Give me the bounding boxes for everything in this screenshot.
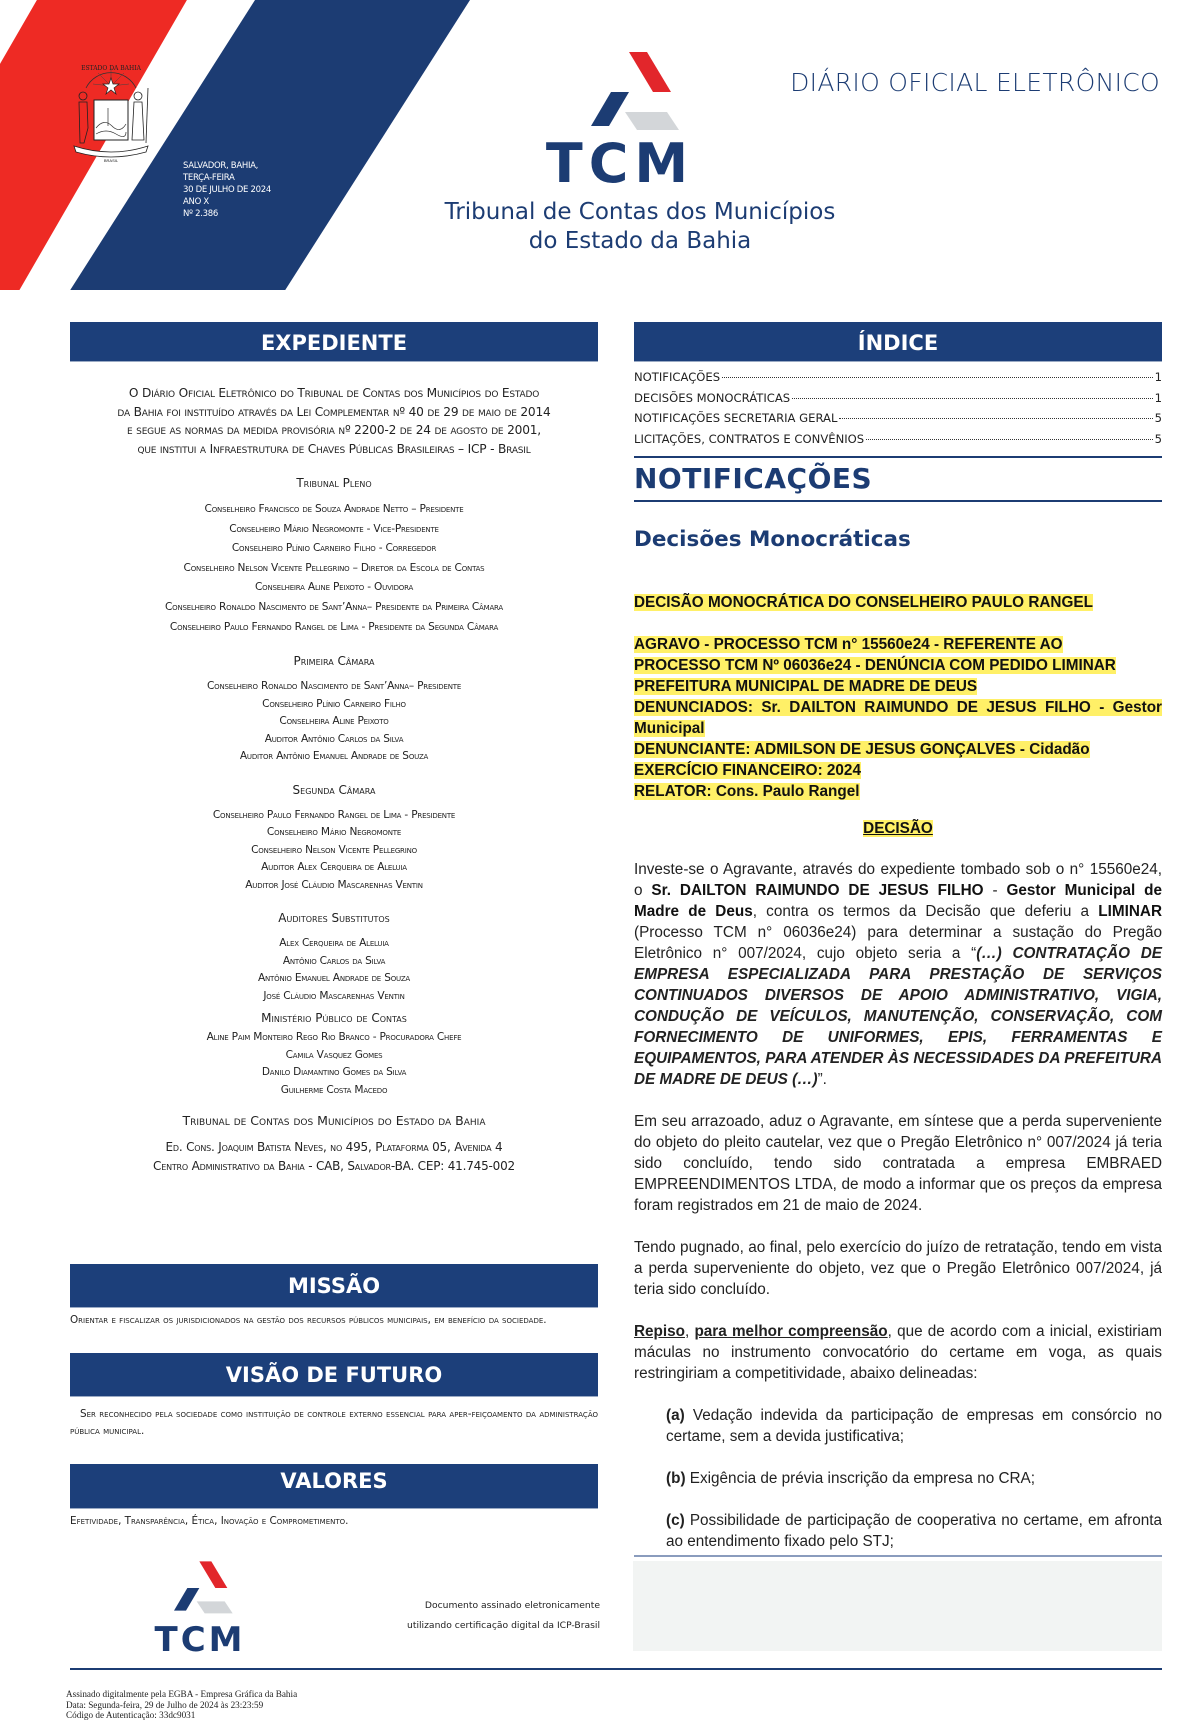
member: Conselheira Aline Peixoto - Ouvidora — [254, 581, 414, 594]
missao-heading: MISSÃO — [70, 1264, 598, 1308]
toc-label: DECISÕES MONOCRÁTICAS — [634, 390, 791, 405]
toc-leader — [866, 439, 1152, 440]
member: Auditor Antônio Carlos da Silva — [264, 732, 404, 745]
edition-date-block — [183, 160, 271, 220]
edition-weekday: TERÇA-FEIRA — [183, 173, 235, 183]
edition-year: ANO X — [183, 197, 209, 207]
text: Investe-se o Agravante, através do expediente tombado sob o n° 15560e24, o — [634, 861, 1162, 899]
valores-text: Efetividade, Transparência, Ética, Inovação e Comprometimento. — [70, 1515, 349, 1527]
auditores-substitutos-list — [70, 935, 598, 1005]
edition-city: SALVADOR, BAHIA, — [183, 161, 259, 171]
signature-line: Documento assinado eletronicamente — [424, 1600, 600, 1611]
toc-label: LICITAÇÕES, CONTRATOS E CONVÊNIOS — [634, 431, 865, 446]
member: Antônio Emanuel Andrade de Souza — [257, 972, 411, 985]
section-title-auditores-substitutos: Auditores Substitutos — [278, 911, 390, 926]
divider — [634, 500, 1162, 502]
case-line: AGRAVO - PROCESSO TCM n° 15560e24 - REFERENTE AO — [634, 636, 1063, 653]
edition-number: Nº 2.386 — [183, 209, 218, 219]
indice-heading: ÍNDICE — [634, 322, 1162, 362]
meta-line: Assinado digitalmente pela EGBA - Empresa Gráfica da Bahia — [66, 1689, 298, 1699]
case-line: DENUNCIADOS: Sr. DAILTON RAIMUNDO DE JESUS FILHO - Gestor Municipal — [634, 699, 1162, 737]
list-item — [634, 1510, 1162, 1552]
tcm-name-line1: Tribunal de Contas dos Municípios — [444, 199, 836, 225]
text: - — [983, 882, 1007, 899]
segunda-camara-list — [70, 807, 598, 895]
item-marker: (a) — [666, 1407, 685, 1424]
tribunal-pleno-list — [70, 500, 598, 637]
bold-text: Gestor Municipal de Madre de Deus — [634, 882, 1162, 920]
section-title-segunda-camara: Segunda Câmara — [292, 782, 376, 797]
list-item — [634, 1468, 1162, 1489]
intro-line: O Diário Oficial Eletrônico do Tribunal de Contas dos Municípios do Estado — [128, 386, 540, 400]
section-title-tribunal-pleno: Tribunal Pleno — [296, 476, 372, 490]
toc-entry[interactable] — [634, 411, 1162, 432]
toc-leader — [839, 418, 1152, 419]
toc-page: 5 — [1154, 431, 1162, 446]
signature-line: utilizando certificação digital da ICP-Brasil — [407, 1620, 600, 1631]
case-line: PROCESSO TCM Nº 06036e24 - DENÚNCIA COM PEDIDO LIMINAR — [634, 657, 1116, 674]
member: Conselheiro Nelson Vicente Pellegrino — [251, 843, 417, 856]
institution-address — [70, 1138, 598, 1176]
member: Danilo Diamantino Gomes da Silva — [261, 1066, 407, 1079]
tcm-logo — [430, 40, 850, 260]
meta-line: Código de Autenticação: 33dc9031 — [66, 1710, 196, 1721]
tcm-name-line2: do Estado da Bahia — [528, 228, 752, 254]
underlined-text: Repiso — [634, 1323, 685, 1340]
toc-label: NOTIFICAÇÕES — [634, 370, 721, 384]
member: Conselheiro Paulo Fernando Rangel de Lima - Presidente da Segunda Câmara — [169, 620, 499, 633]
publication-title: DIÁRIO OFICIAL ELETRÔNICO — [790, 68, 1160, 97]
decisoes-monocraticas-heading: Decisões Monocráticas — [634, 527, 911, 552]
address-line: Centro Administrativo da Bahia - CAB, Salvador-BA. CEP: 41.745-002 — [153, 1159, 515, 1174]
item-marker: (c) — [666, 1512, 685, 1529]
table-of-contents — [634, 370, 1162, 452]
text: , que de acordo com a inicial, existiriam máculas no instrumento convocatório do certame em voga, as quais restringiriam a competitividade, abaixo delineadas: — [634, 1323, 1163, 1382]
intro-line: da Bahia foi instituído através da Lei Complementar nº 40 de 29 de maio de 2014 — [117, 404, 551, 419]
member: Alex Cerqueira de Aleluia — [279, 937, 389, 950]
tcm-logo-mark-icon — [575, 50, 685, 140]
item-marker: (b) — [666, 1470, 686, 1487]
toc-page: 5 — [1154, 411, 1162, 425]
toc-page: 1 — [1154, 390, 1162, 405]
toc-leader — [792, 398, 1152, 399]
underlined-text: para melhor compreensão — [694, 1323, 888, 1340]
member: Conselheiro Francisco de Souza Andrade Netto – Presidente — [204, 503, 464, 515]
item-text: Possibilidade de participação de cooperativa no certame, em afronta ao entendimento fixado pelo STJ; — [666, 1512, 1162, 1550]
toc-entry[interactable] — [634, 370, 1162, 391]
case-details — [634, 634, 1162, 802]
footer-gray-panel — [633, 1561, 1162, 1651]
toc-page: 1 — [1154, 370, 1162, 384]
paragraph-3: Tendo pugnado, ao final, pelo exercício do juízo de retratação, tendo em vista a perda superveniente do objeto, vez que o Pregão Eletrônico 007/2024, já teria sido concluído. — [634, 1239, 1162, 1298]
member: Antônio Carlos da Silva — [282, 954, 386, 967]
tcm-logo-mark-icon — [160, 1560, 240, 1620]
valores-heading: VALORES — [70, 1464, 598, 1509]
member: Auditor José Cláudio Mascarenhas Ventin — [245, 878, 423, 891]
paragraph-1 — [634, 859, 1162, 1090]
footer-divider — [70, 1668, 1162, 1670]
section-title-primeira-camara: Primeira Câmara — [293, 654, 375, 669]
member: Conselheira Aline Peixoto — [279, 715, 389, 728]
masthead — [0, 0, 1200, 290]
text: (Processo TCM n° 06036e24) para determinar a sustação do Pregão Eletrônico n° 007/2024, cujo objeto seria a “ — [634, 924, 1162, 962]
member: Conselheiro Mário Negromonte — [266, 826, 402, 839]
member: Conselheiro Ronaldo Nascimento de Sant’Anna– Presidente da Primeira Câmara — [164, 600, 504, 613]
tcm-acronym: TCM — [545, 132, 695, 195]
toc-entry[interactable] — [634, 391, 1162, 412]
member: José Cláudio Mascarenhas Ventin — [263, 989, 405, 1002]
expediente-intro — [70, 384, 598, 458]
item-text: Vedação indevida da participação de empresas em consórcio no certame, sem a devida justificativa; — [666, 1407, 1162, 1445]
member: Conselheiro Mário Negromonte - Vice-Presidente — [229, 522, 439, 535]
member: Aline Paim Monteiro Rego Rio Branco - Procuradora Chefe — [206, 1031, 462, 1044]
expediente-column — [70, 322, 598, 1176]
member: Conselheiro Paulo Fernando Rangel de Lima - Presidente — [212, 808, 456, 821]
quoted-object: (…) CONTRATAÇÃO DE EMPRESA ESPECIALIZADA PARA PRESTAÇÃO DE SERVIÇOS CONTINUADOS DIVERSOS DE APOIO ADMINISTRATIVO, VIGIA, CONDUÇÃO DE VEÍCULOS, MANUTENÇÃO, CONSERVAÇÃO, COM FORNECIMENTO DE UNIFORMES, EPIS, FERRAMENTAS E EQUIPAMENTOS, PARA ATENDER ÀS NECESSIDADES DA PREFEITURA DE MADRE DE DEUS (…) — [634, 945, 1162, 1088]
bahia-coat-of-arms-icon — [66, 58, 156, 164]
svg-text:BRASIL: BRASIL — [103, 158, 119, 163]
member: Conselheiro Plínio Carneiro Filho - Corregedor — [231, 542, 437, 555]
case-line: PREFEITURA MUNICIPAL DE MADRE DE DEUS — [634, 678, 978, 695]
bold-text: Sr. DAILTON RAIMUNDO DE JESUS FILHO — [651, 882, 984, 899]
footer-tcm-acronym: TCM — [154, 1620, 246, 1660]
content-end-divider — [634, 1555, 1162, 1557]
toc-entry[interactable] — [634, 432, 1162, 453]
institution-name: Tribunal de Contas dos Municípios do Estado da Bahia — [182, 1113, 486, 1129]
member: Auditor Alex Cerqueira de Aleluia — [261, 861, 407, 874]
missao-text: Orientar e fiscalizar os jurisdicionados na gestão dos recursos públicos municipais, em benefício da sociedade. — [70, 1314, 547, 1326]
signature-metadata — [66, 1689, 297, 1721]
member: Guilherme Costa Macedo — [280, 1083, 388, 1096]
text: , — [685, 1323, 695, 1340]
paragraph-2: Em seu arrazoado, aduz o Agravante, em síntese que a perda superveniente do objeto do pleito cautelar, vez que o Pregão Eletrônico n° 007/2024 já teria sido concluído, tendo sido contratada a empresa EMBRAED EMPREENDIMENTOS LTDA, de modo a informar que os preços da empresa foram registrados em 21 de maio de 2024. — [634, 1113, 1162, 1214]
section-title-ministerio-publico: Ministério Público de Contas — [261, 1011, 407, 1026]
member: Auditor Antônio Emanuel Andrade de Souza — [239, 750, 429, 763]
tcm-full-name — [430, 198, 850, 256]
paragraph-4 — [634, 1321, 1162, 1384]
member: Conselheiro Plínio Carneiro Filho — [262, 697, 406, 710]
primeira-camara-list — [70, 678, 598, 766]
text: ”. — [817, 1071, 827, 1088]
item-text: Exigência de prévia inscrição da empresa no CRA; — [685, 1470, 1036, 1487]
member: Conselheiro Ronaldo Nascimento de Sant’Anna– Presidente — [206, 680, 462, 693]
intro-line: que institui a Infraestrutura de Chaves Públicas Brasileiras – ICP - Brasil — [137, 441, 531, 456]
bold-text: LIMINAR — [1098, 903, 1162, 920]
list-item — [634, 1405, 1162, 1447]
expediente-heading: EXPEDIENTE — [70, 322, 598, 362]
visao-text: Ser reconhecido pela sociedade como instituição de controle externo essencial para aper-feiçoamento da administração pública municipal. — [70, 1408, 598, 1437]
member: Camila Vasquez Gomes — [285, 1048, 383, 1061]
meta-line: Data: Segunda-feira, 29 de Julho de 2024 às 23:23:59 — [66, 1699, 264, 1710]
member: Conselheiro Nelson Vicente Pellegrino – Diretor da Escola de Contas — [183, 561, 485, 574]
decision-title: DECISÃO MONOCRÁTICA DO CONSELHEIRO PAULO RANGEL — [634, 594, 1093, 611]
toc-leader — [722, 377, 1152, 378]
svg-text:ESTADO DA BAHIA: ESTADO DA BAHIA — [81, 65, 141, 72]
ministerio-publico-list — [70, 1029, 598, 1099]
visao-heading: VISÃO DE FUTURO — [70, 1353, 598, 1397]
digital-signature-note — [380, 1596, 600, 1636]
footer-tcm-logo — [140, 1560, 260, 1680]
content-column — [634, 322, 1162, 1552]
intro-line: e segue as normas da medida provisória nº 2200-2 de 24 de agosto de 2001, — [127, 423, 541, 437]
case-line: DENUNCIANTE: ADMILSON DE JESUS GONÇALVES - Cidadão — [634, 741, 1090, 758]
edition-date: 30 DE JULHO DE 2024 — [183, 185, 271, 195]
case-line: RELATOR: Cons. Paulo Rangel — [634, 783, 860, 800]
text: , contra os termos da Decisão que deferiu a — [752, 903, 1099, 920]
address-line: Ed. Cons. Joaquim Batista Neves, no 495, Plataforma 05, Avenida 4 — [165, 1140, 503, 1155]
decision-heading — [634, 592, 1162, 613]
toc-label: NOTIFICAÇÕES SECRETARIA GERAL — [634, 411, 838, 425]
decisao-heading — [634, 820, 1162, 838]
notificacoes-heading: NOTIFICAÇÕES — [634, 462, 873, 495]
case-line: EXERCÍCIO FINANCEIRO: 2024 — [634, 762, 861, 779]
decisao-label: DECISÃO — [863, 820, 933, 837]
